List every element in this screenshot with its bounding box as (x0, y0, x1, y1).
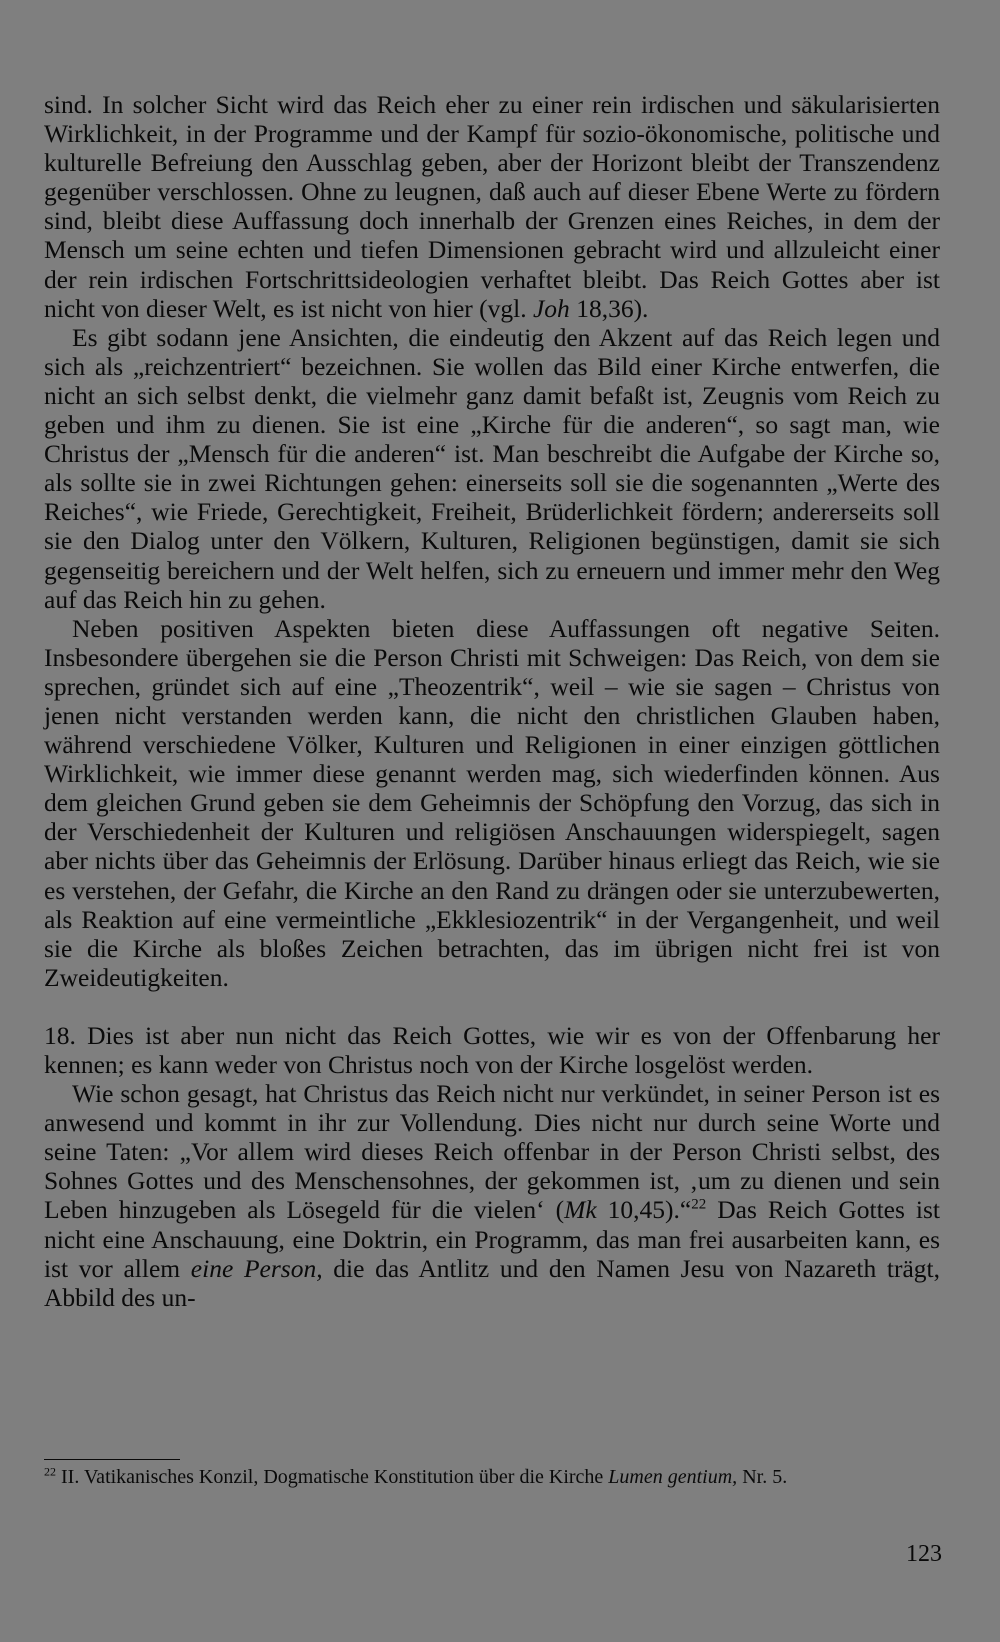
paragraph-1: sind. In solcher Sicht wird das Reich eher zu einer rein irdischen und säkularisierten Wirklichkeit, in der Programme und der Kampf für sozio-ökonomische, politische und kulturelle Befreiung den Ausschlag geben, aber der Horizont bleibt der Transzendenz gegenüber verschlossen. Ohne zu leugnen, daß auch auf dieser Ebene Werte zu fördern sind, bleibt diese Auffassung doch innerhalb der Grenzen eines Reiches, in dem der Mensch um seine echten und tiefen Dimensionen gebracht wird und allzuleicht einer der rein irdischen Fortschrittsideologien verhaftet bleibt. Das Reich Gottes aber ist nicht von dieser Welt, es ist nicht von hier (vgl. Joh 18,36). (44, 90, 940, 323)
footnote-mark: 22 (44, 1464, 56, 1479)
paragraph-3: Neben positiven Aspekten bieten diese Auffassungen oft negative Seiten. Insbesondere übergehen sie die Person Christi mit Schweigen: Das Reich, von dem sie sprechen, gründet sich auf eine „Theozentrik“, weil – wie sie sagen – Christus von jenen nicht verstanden werden kann, die nicht den christlichen Glauben haben, während verschiedene Völker, Kulturen und Religionen in einer einzigen göttlichen Wirklichkeit, wie immer diese genannt werden mag, sich wiederfinden können. Aus dem gleichen Grund geben sie dem Geheimnis der Schöpfung den Vorzug, das sich in der Verschiedenheit der Kulturen und religiösen Anschauungen widerspiegelt, sagen aber nichts über das Geheimnis der Erlösung. Darüber hinaus erliegt das Reich, wie sie es verstehen, der Gefahr, die Kirche an den Rand zu drängen oder sie unterzubewerten, als Reaktion auf eine vermeintliche „Ekklesiozentrik“ in der Vergangenheit, und weil sie die Kirche als bloßes Zeichen betrachten, das im übrigen nicht frei ist von Zweideutigkeiten. (44, 613, 940, 992)
footnote-title: Lumen gentium, (608, 1466, 738, 1488)
paragraph-5: Wie schon gesagt, hat Christus das Reich nicht nur verkündet, in seiner Person ist es anwesend und kommt in ihr zur Vollendung. Dies nicht nur durch seine Worte und seine Taten: „Vor allem wird dieses Reich offenbar in der Person Christi selbst, des Sohnes Gottes und des Menschensohnes, der gekommen ist, ‚um zu dienen und sein Leben hinzugeben als Lösegeld für die vielen‘ (Mk 10,45).“$^{22}$ Das Reich Gottes ist nicht eine Anschauung, eine Doktrin, ein Programm, das man frei ausarbeiten kann, es ist vor allem eine Person, die das Antlitz und den Namen Jesu von Nazareth trägt, Abbild des un- (44, 1079, 940, 1312)
footnote-reference[interactable]: 22 (691, 1196, 707, 1213)
bible-reference: Joh (532, 293, 570, 323)
footnote-divider (44, 1459, 180, 1460)
page-number: 123 (906, 1541, 942, 1567)
bible-reference: Mk (564, 1195, 597, 1225)
emphasis: eine Person, (190, 1253, 323, 1283)
paragraph-2: Es gibt sodann jene Ansichten, die eindeutig den Akzent auf das Reich legen und sich als „reichzentriert“ bezeichnen. Sie wollen das Bild einer Kirche entwerfen, die nicht an sich selbst denkt, die vielmehr ganz damit befaßt ist, Zeugnis vom Reich zu geben und ihm zu dienen. Sie ist eine „Kirche für die anderen“, so sagt man, wie Christus der „Mensch für die anderen“ ist. Man beschreibt die Aufgabe der Kirche so, als sollte sie in zwei Richtungen gehen: einerseits soll sie die sogenannten „Werte des Reiches“, wie Friede, Gerechtigkeit, Freiheit, Brüderlichkeit fördern; andererseits soll sie den Dialog unter den Völkern, Kulturen, Religionen begünstigen, damit sie sich gegenseitig bereichern und der Welt helfen, sich zu erneuern und immer mehr den Weg auf das Reich hin zu gehen. (44, 322, 940, 614)
paragraph-4-section-18: 18. Dies ist aber nun nicht das Reich Gottes, wie wir es von der Offenbarung her kennen; es kann weder von Christus noch von der Kirche losgelöst werden. (44, 1020, 940, 1079)
footnote: $^{22}$ II. Vatikanisches Konzil, Dogmatische Konstitution über die Kirche Lumen gentium, Nr. 5. (44, 1464, 788, 1488)
body-text (44, 90, 940, 1312)
